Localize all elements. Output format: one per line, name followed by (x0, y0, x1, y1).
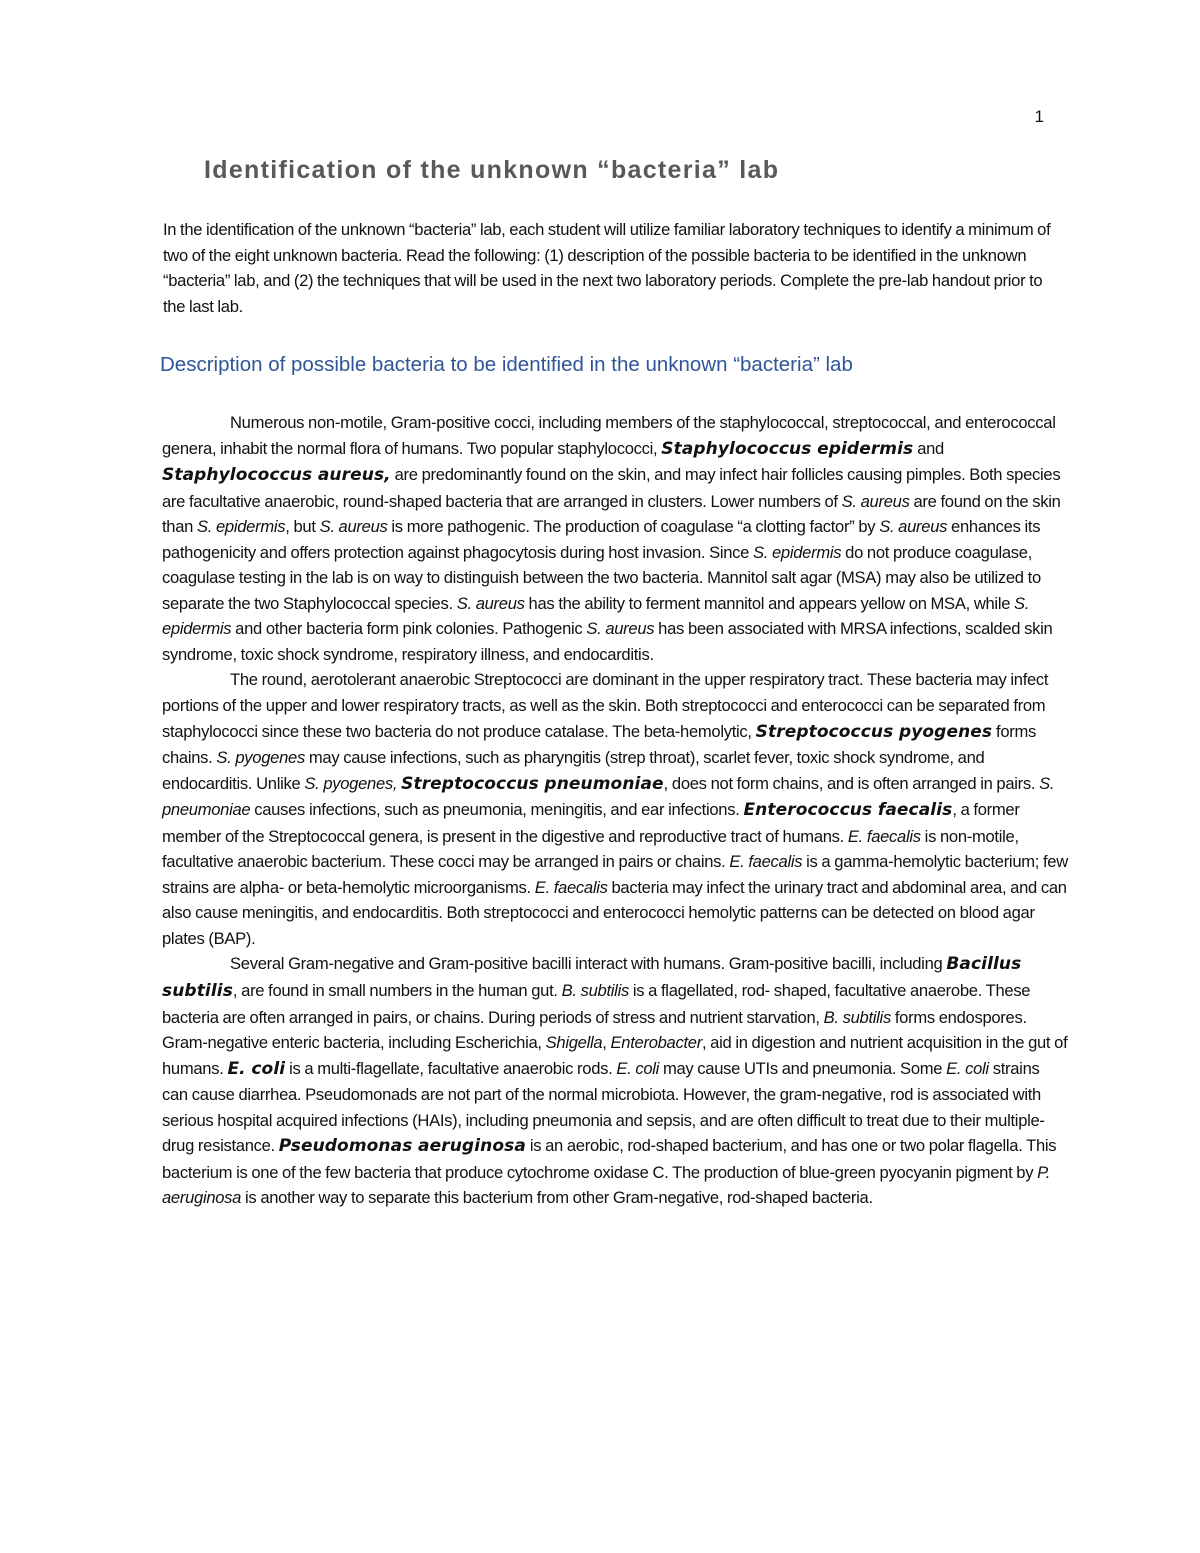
text-run: may cause infections, such as pharyngitis (strep throat), scarlet fever, toxic shock syndrome, and endocarditis. Unlike (162, 748, 985, 793)
species-name: Staphylococcus epidermis (661, 438, 914, 459)
text-run: , a former member of the Streptococcal genera, is present in the digestive and reproductive tract of humans. (162, 800, 1020, 846)
species-abbrev: S. epidermis (753, 542, 842, 562)
species-abbrev: S. epidermis (162, 593, 1030, 639)
species-name: Bacillus subtilis (162, 954, 1022, 1002)
text-run: are predominantly found on the skin, and may infect hair follicles causing pimples. Both species are facultative anaerobic, round-shaped bacteria that are arranged in clusters. Lower numbers of (162, 465, 1061, 511)
text-run: has the ability to ferment mannitol and appears yellow on MSA, while (524, 593, 1015, 613)
text-run: , are found in small numbers in the human gut. (232, 981, 562, 1001)
species-abbrev: S. pyogenes (216, 748, 305, 768)
section-body (162, 410, 1068, 1211)
section-heading: Description of possible bacteria to be identified in the unknown “bacteria” lab (160, 353, 853, 376)
text-run: forms chains. (162, 721, 1037, 768)
species-abbrev: E. coli (616, 1058, 660, 1078)
species-name: Staphylococcus aureus, (162, 465, 391, 486)
text-run: , (602, 1033, 611, 1053)
text-run: is an aerobic, rod-shaped bacterium, and has one or two polar flagella. This bacterium is one of the few bacteria that produce cytochrome oxidase C. The production of blue-green pyocyanin pigment by (162, 1136, 1057, 1182)
species-abbrev: E. faecalis (534, 877, 608, 897)
text-run: has been associated with MRSA infections, scalded skin syndrome, toxic shock syndrome, respiratory illness, and endocarditis. (162, 619, 1053, 664)
text-run: , but (285, 517, 320, 537)
text-run: Numerous non-motile, Gram-positive cocci, including members of the staphylococcal, streptococcal, and enterococcal genera, inhabit the normal flora of humans. Two popular staphylococci, (162, 413, 1056, 458)
species-abbrev: S. pyogenes, (304, 773, 398, 793)
text-run: may cause UTIs and pneumonia. Some (659, 1058, 947, 1078)
text-run: forms endospores. Gram-negative enteric bacteria, including Escherichia, (162, 1007, 1027, 1053)
text-run: The round, aerotolerant anaerobic Streptococci are dominant in the upper respiratory tract. These bacteria may infect portions of the upper and lower respiratory tracts, as well as the skin. Both streptococci and enterococci can be separated from staphylococci since these two bacteria do not produce catalase. The beta-hemolytic, (162, 670, 1049, 741)
text-run: is a multi-flagellate, facultative anaerobic rods. (285, 1058, 617, 1078)
page-number: 1 (1034, 107, 1044, 126)
text-run: is another way to separate this bacterium from other Gram-negative, rod-shaped bacteria. (241, 1188, 873, 1208)
species-abbrev: S. aureus (841, 491, 910, 511)
intro-paragraph: In the identification of the unknown “bacteria” lab, each student will utilize familiar laboratory techniques to identify a minimum of two of the eight unknown bacteria. Read the following: (1) description of the possible bacteria to be identified in the unknown “bacteria” lab, and (2) the techniques that will be used in the next two laboratory periods. Complete the pre-lab handout prior to the last lab. (163, 220, 1051, 316)
species-abbrev: B. subtilis (823, 1007, 891, 1027)
species-abbrev: E. coli (946, 1058, 989, 1078)
paragraph-streptococci (162, 667, 1068, 951)
species-name: Streptococcus pneumoniae (401, 773, 664, 794)
species-abbrev: S. aureus (319, 517, 388, 537)
text-run: and (913, 438, 944, 458)
species-abbrev: E. faecalis (729, 852, 803, 872)
species-abbrev: S. aureus (879, 517, 948, 537)
species-abbrev: B. subtilis (561, 981, 629, 1001)
species-abbrev: S. aureus (456, 593, 525, 613)
text-run: is non-motile, facultative anaerobic bacterium. These cocci may be arranged in pairs or chains. (162, 826, 1019, 872)
text-run: bacteria may infect the urinary tract and abdominal area, and can also cause meningitis, and endocarditis. Both streptococci and enterococci hemolytic patterns can be detected on blood agar plates (BAP). (162, 877, 1067, 948)
species-name: Enterococcus faecalis (743, 800, 953, 821)
text-run: strains can cause diarrhea. Pseudomonads are not part of the normal microbiota. However, the gram-negative, rod is associated with serious hospital acquired infections (HAIs), including pneumonia and sepsis, and are often difficult to treat due to their multiple-drug resistance. (162, 1058, 1045, 1156)
species-abbrev: S. aureus (586, 619, 655, 639)
text-run: , aid in digestion and nutrient acquisition in the gut of humans. (162, 1033, 1068, 1078)
text-run: and other bacteria form pink colonies. Pathogenic (231, 619, 587, 639)
text-run: enhances its pathogenicity and offers protection against phagocytosis during host invasion. Since (162, 517, 1041, 562)
document-title: Identification of the unknown “bacteria” lab (204, 156, 780, 184)
paragraph-cocci (162, 410, 1068, 667)
species-abbrev: P. aeruginosa (162, 1162, 1051, 1208)
species-abbrev: Enterobacter (610, 1033, 702, 1053)
species-abbrev: Shigella (545, 1033, 603, 1053)
text-run: , does not form chains, and is often arranged in pairs. (663, 773, 1040, 793)
species-name: Streptococcus pyogenes (755, 721, 993, 742)
species-abbrev: E. faecalis (847, 826, 921, 846)
species-name: E. coli (227, 1058, 286, 1079)
paragraph-bacilli (162, 951, 1068, 1210)
text-run: causes infections, such as pneumonia, meningitis, and ear infections. (250, 800, 744, 820)
text-run: is a gamma-hemolytic bacterium; few strains are alpha- or beta-hemolytic microorganisms. (162, 852, 1068, 897)
species-abbrev: S. epidermis (197, 517, 286, 537)
species-name: Pseudomonas aeruginosa (278, 1136, 526, 1157)
text-run: do not produce coagulase, coagulase testing in the lab is on way to distinguish between the two bacteria. Mannitol salt agar (MSA) may also be utilized to separate the two Staphylococcal species. (162, 542, 1041, 613)
text-run: is a flagellated, rod- shaped, facultative anaerobe. These bacteria are often arranged in pairs, or chains. During periods of stress and nutrient starvation, (162, 981, 1031, 1027)
text-run: is more pathogenic. The production of coagulase “a clotting factor” by (387, 517, 880, 537)
text-run: Several Gram-negative and Gram-positive bacilli interact with humans. Gram-positive bacilli, including (230, 954, 947, 974)
species-abbrev: S. pneumoniae (162, 773, 1055, 820)
text-run: are found on the skin than (162, 491, 1061, 537)
